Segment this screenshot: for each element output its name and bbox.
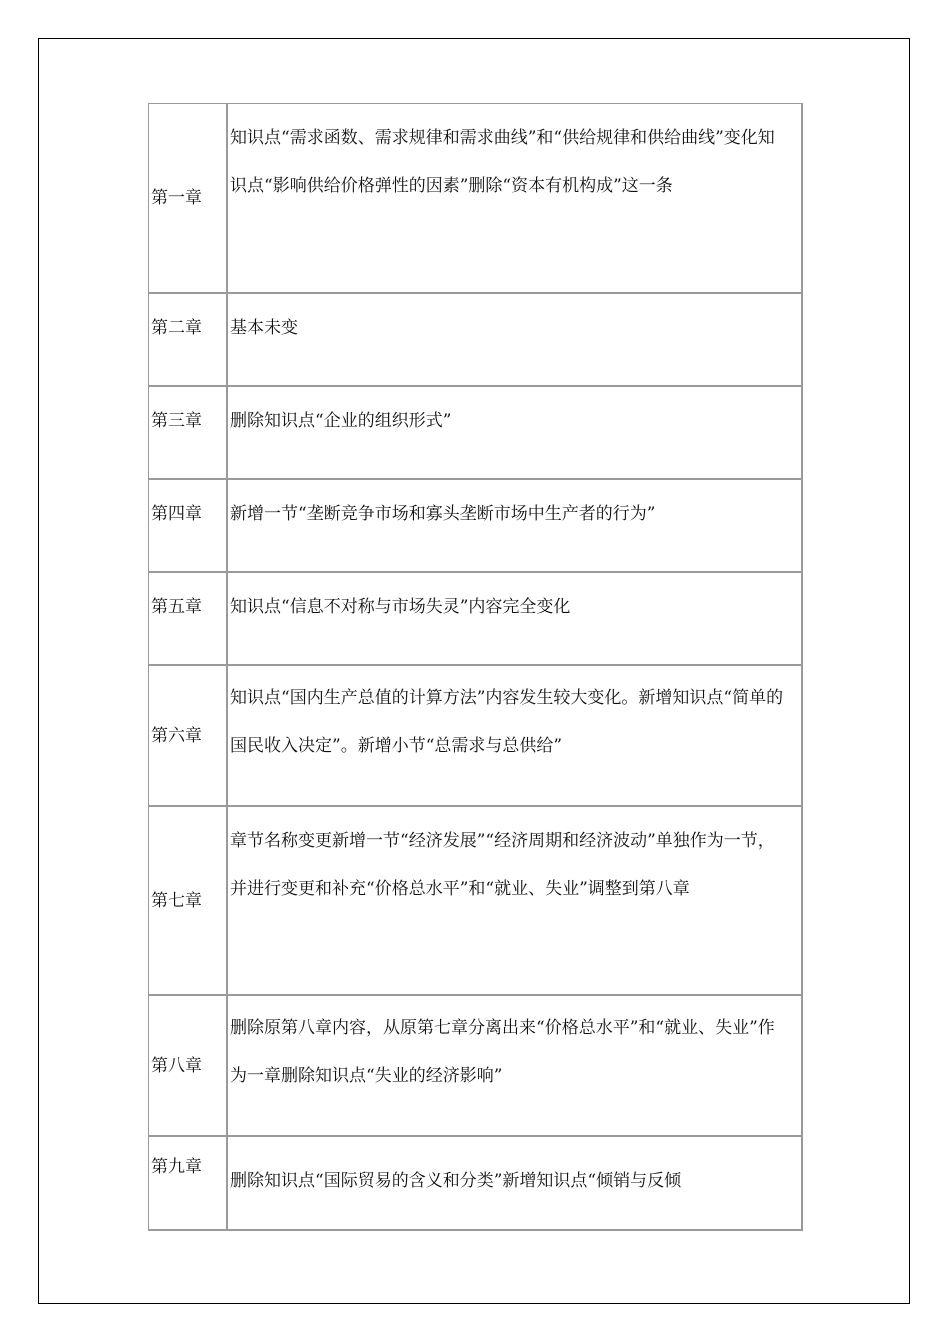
chapter-cell: 第一章 <box>149 104 228 294</box>
chapter-cell: 第五章 <box>149 573 228 666</box>
chapter-cell: 第四章 <box>149 480 228 573</box>
change-description-cell: 删除知识点“国际贸易的含义和分类”新增知识点“倾销与反倾 <box>228 1137 803 1231</box>
change-description-cell: 基本未变 <box>228 294 803 387</box>
change-description-cell: 知识点“国内生产总值的计算方法”内容发生较大变化。新增知识点“简单的国民收入决定”。新增小节“总需求与总供给” <box>228 666 803 807</box>
table-row <box>149 104 803 294</box>
table-row <box>149 666 803 807</box>
table-row <box>149 480 803 573</box>
change-description-cell: 知识点“需求函数、需求规律和需求曲线”和“供给规律和供给曲线”变化知识点“影响供给价格弹性的因素”删除“资本有机构成”这一条 <box>228 104 803 294</box>
change-description-cell: 知识点“信息不对称与市场失灵”内容完全变化 <box>228 573 803 666</box>
change-description-cell: 删除知识点“企业的组织形式” <box>228 387 803 480</box>
chapter-cell: 第七章 <box>149 807 228 996</box>
table-row <box>149 807 803 996</box>
table-row <box>149 1137 803 1231</box>
change-description-cell: 删除原第八章内容，从原第七章分离出来“价格总水平”和“就业、失业”作为一章删除知识点“失业的经济影响” <box>228 996 803 1137</box>
chapter-cell: 第九章 <box>149 1137 228 1231</box>
chapter-changes-table <box>148 103 803 1231</box>
chapter-cell: 第八章 <box>149 996 228 1137</box>
table-row <box>149 573 803 666</box>
table-row <box>149 387 803 480</box>
table-row <box>149 294 803 387</box>
change-description-cell: 新增一节“垄断竞争市场和寡头垄断市场中生产者的行为” <box>228 480 803 573</box>
change-description-cell: 章节名称变更新增一节“经济发展”“经济周期和经济波动”单独作为一节，并进行变更和补充“价格总水平”和“就业、失业”调整到第八章 <box>228 807 803 996</box>
chapter-cell: 第三章 <box>149 387 228 480</box>
table-row <box>149 996 803 1137</box>
chapter-cell: 第二章 <box>149 294 228 387</box>
chapter-cell: 第六章 <box>149 666 228 807</box>
